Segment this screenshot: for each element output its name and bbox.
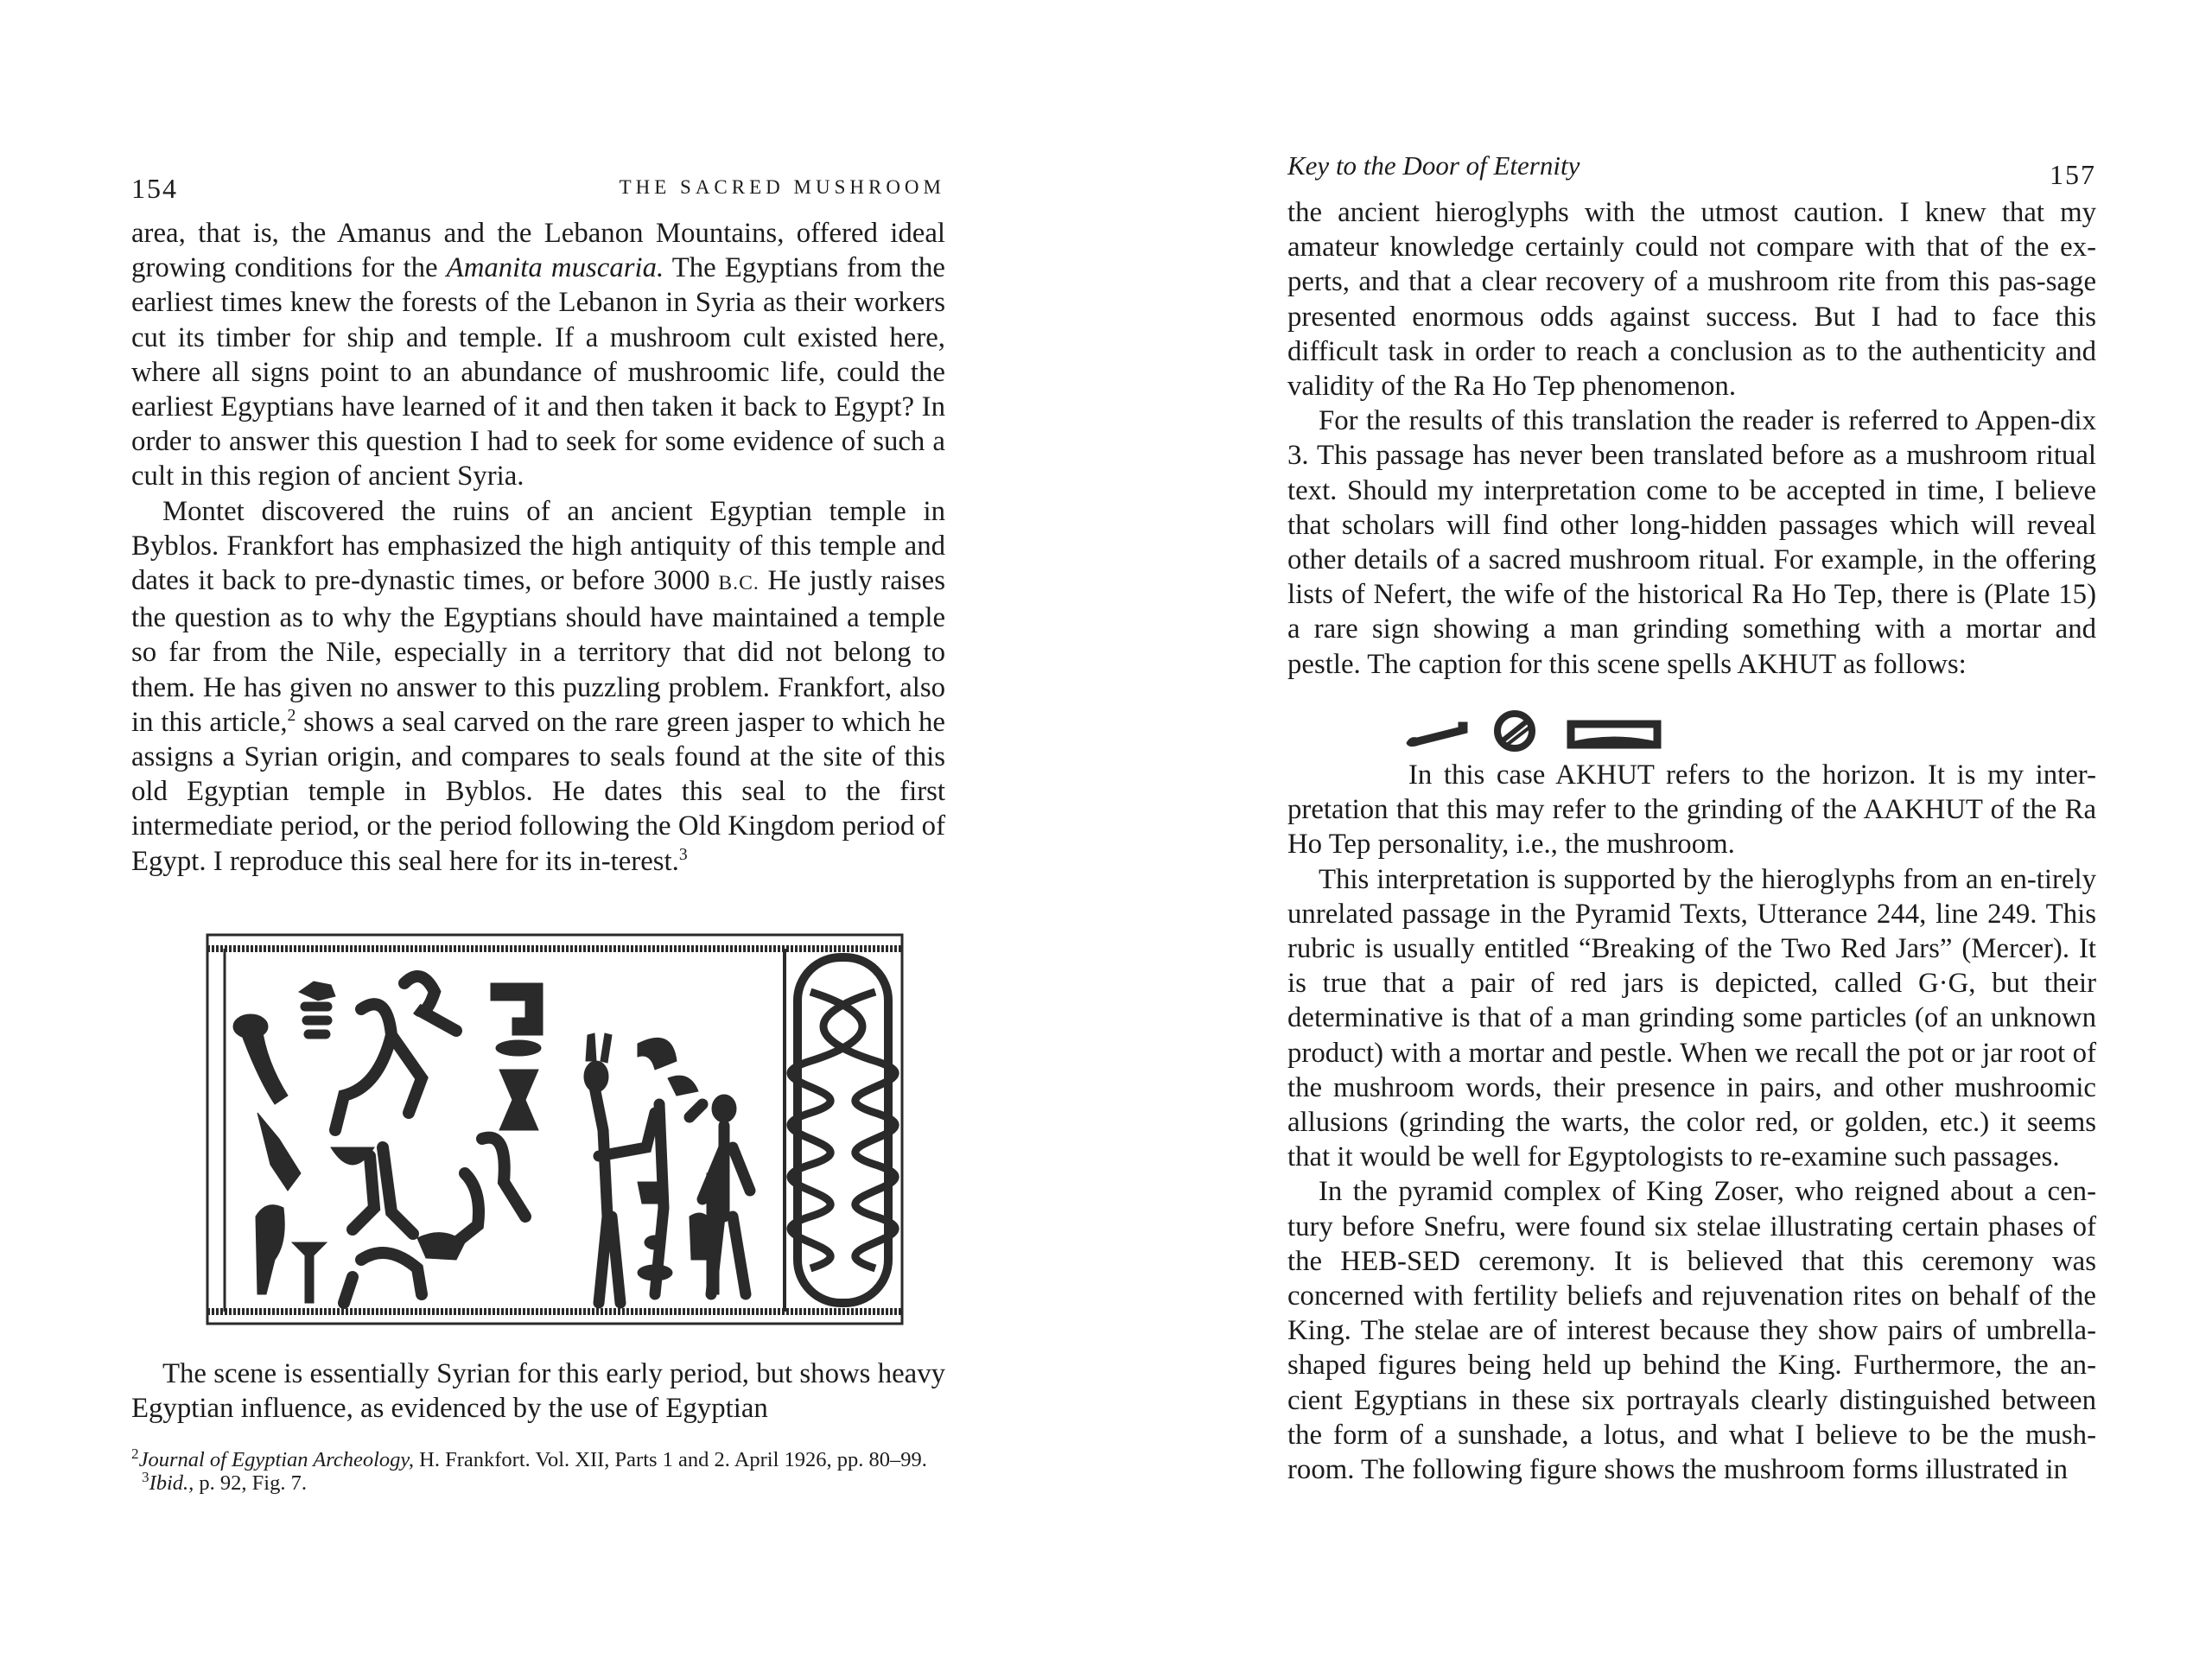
akhut-hieroglyphs (1398, 705, 1675, 757)
right-page-number: 157 (2050, 159, 2096, 190)
left-running-title: THE SACRED MUSHROOM (619, 176, 945, 198)
paragraph: the ancient hieroglyphs with the utmost caution. I knew that my amateur knowledge certainly could not compare with that of the ex-perts, and that a clear recovery of a mushroom rite from this pas-sage presented enormous odds against success. But I had to face this difficult task in order to reach a conclusion as to the authenticity and validity of the Ra Ho Tep phenomenon. (1287, 197, 2096, 403)
paragraph: For the results of this translation the reader is referred to Appen-dix 3. This passage has never been translated before as a mushroom ritual text. Should my interpretation come to be accepted in time, I believe that scholars will find other long-hidden passages which will reveal other details of a sacred mushroom ritual. For example, in the offering lists of Nefert, the wife of the historical Ra Ho Tep, there is (Plate 15) a rare sign showing a man grinding something with a mortar and pestle. The caption for this scene spells AKHUT as follows: (1287, 405, 2096, 680)
cylinder-seal-figure (206, 931, 904, 1329)
left-page-number: 154 (131, 173, 178, 204)
footnote-ref[interactable]: 3 (678, 844, 688, 864)
footnote: $^3$Ibid., p. 92, Fig. 7. (142, 1468, 307, 1495)
left-body-text-continued (131, 1356, 945, 1426)
right-body-text (1287, 195, 2096, 682)
paragraph: Montet discovered the ruins of an ancient Egyptian temple in Byblos. Frankfort has emphasized the high antiquity of this temple and dates it back to pre-dynastic times, or before 3000 B.C. He justly raises the question as to why the Egyptians should have maintained a temple so far from the Nile, especially in a territory that did not belong to them. He has given no answer to this puzzling problem. Frankfort, also in this article,$^2$ shows a seal carved on the rare green jasper to which he assigns a Syrian origin, and compares to seals found at the site of this old Egyptian temple in Byblos. He dates this seal to the first intermediate period, or the period following the Old Kingdom period of Egypt. I reproduce this seal here for its in-terest.$^3$ (131, 495, 945, 877)
footnote: $^2$Journal of Egyptian Archeology, H. Frankfort. Vol. XII, Parts 1 and 2. April 1926, pp. 80–99. (131, 1445, 927, 1471)
right-running-title: Key to the Door of Eternity (1287, 150, 1580, 181)
cylinder-seal-impression-icon (206, 931, 904, 1329)
paragraph: In the pyramid complex of King Zoser, who reigned about a cen-tury before Snefru, were found six stelae illustrating certain phases of the HEB-SED ceremony. It is believed that this ceremony was concerned with fertility beliefs and rejuvenation rites on behalf of the King. The stelae are of interest because they show pairs of umbrella-shaped figures being held up behind the King. Furthermore, the an-cient Egyptians in these six portrayals clearly distinguished between the form of a sunshade, a lotus, and what I believe to be the mush-room. The following figure shows the mushroom forms illustrated in (1287, 1176, 2096, 1486)
paragraph: area, that is, the Amanus and the Lebanon Mountains, offered ideal growing conditions for the Amanita muscaria. The Egyptians from the earliest times knew the forests of the Lebanon in Syria as their workers cut its timber for ship and temple. If a mushroom cult existed here, where all signs point to an abundance of mushroomic life, could the earliest Egyptians have learned of it and then taken it back to Egypt? In order to answer this question I had to seek for some evidence of such a cult in this region of ancient Syria. (131, 218, 945, 492)
footnotes (131, 1445, 945, 1495)
right-body-text-continued (1287, 758, 2096, 1487)
paragraph: The scene is essentially Syrian for this early period, but shows heavy Egyptian influence, as evidenced by the use of Egyptian (131, 1358, 945, 1425)
footnote-ref[interactable]: 2 (287, 705, 296, 725)
akhut-hieroglyphs-icon (1398, 705, 1675, 757)
paragraph: This interpretation is supported by the hieroglyphs from an en-tirely unrelated passage in the Pyramid Texts, Utterance 244, line 249. This rubric is usually entitled “Breaking of the Two Red Jars” (Mercer). It is true that a pair of red jars is depicted, called G·G, but their determinative is that of a man grinding some particles (of an unknown product) with a mortar and pestle. When we recall the pot or jar root of the mushroom words, their presence in pairs, and other mushroomic allusions (grinding the warts, the color red, or golden, etc.) it seems that it would be well for Egyptologists to re-examine such passages. (1287, 863, 2096, 1173)
left-body-text (131, 216, 945, 879)
paragraph: In this case AKHUT refers to the horizon. It is my inter-pretation that this may refer to the grinding of the AAKHUT of the Ra Ho Tep personality, i.e., the mushroom. (1287, 759, 2096, 861)
